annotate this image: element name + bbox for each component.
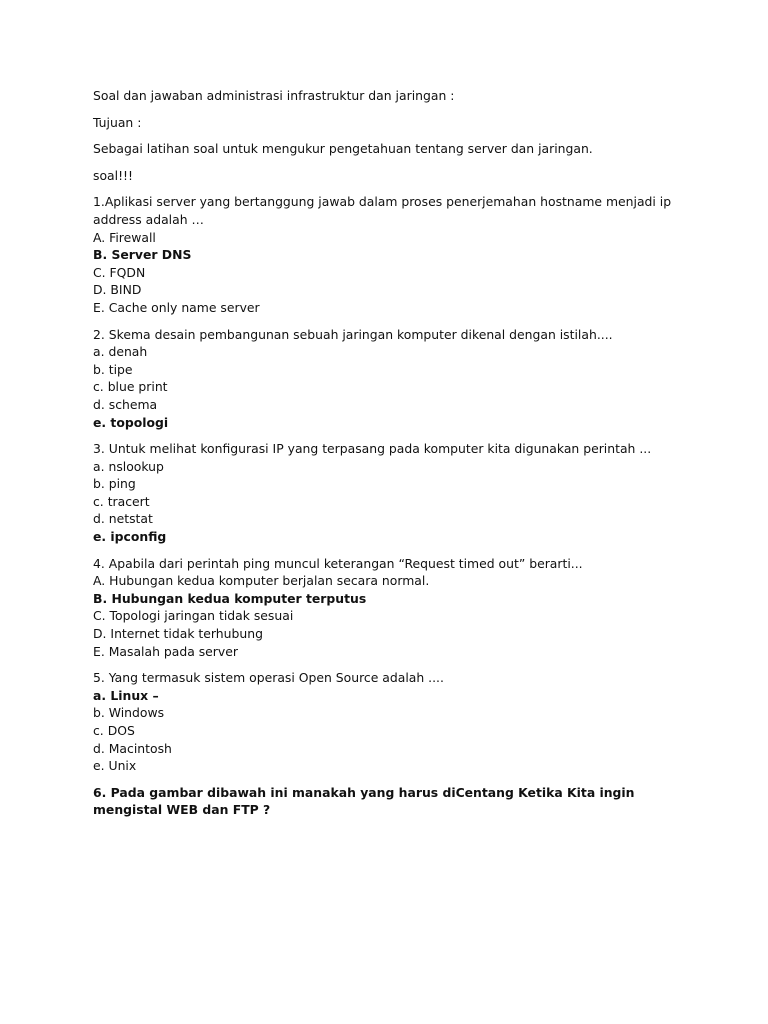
question-block (93, 326, 693, 432)
answer-option-correct: B. Hubungan kedua komputer terputus (93, 590, 367, 606)
question-text: 5. Yang termasuk sistem operasi Open Source adalah .... (93, 670, 444, 686)
question-block (93, 440, 693, 546)
answer-option: d. netstat (93, 511, 153, 527)
answer-option: D. Internet tidak terhubung (93, 626, 263, 642)
answer-option: a. denah (93, 344, 148, 360)
answer-option: C. FQDN (93, 264, 146, 280)
document-content (93, 87, 693, 828)
answer-option: A. Hubungan kedua komputer berjalan secara normal. (93, 573, 430, 589)
question-list (93, 193, 693, 819)
question-text: 4. Apabila dari perintah ping muncul keterangan “Request timed out” berarti... (93, 555, 583, 571)
answer-option: D. BIND (93, 282, 142, 298)
question-text: 3. Untuk melihat konfigurasi IP yang terpasang pada komputer kita digunakan perintah ... (93, 441, 652, 457)
question-block (93, 784, 693, 819)
answer-option-correct: a. Linux – (93, 687, 159, 703)
question-text: 2. Skema desain pembangunan sebuah jaringan komputer dikenal dengan istilah.... (93, 326, 613, 342)
answer-option: c. DOS (93, 723, 135, 738)
answer-option: b. Windows (93, 705, 165, 721)
answer-option: b. ping (93, 476, 136, 492)
question-block (93, 555, 693, 661)
answer-option: E. Masalah pada server (93, 643, 238, 659)
answer-option: e. Unix (93, 758, 137, 774)
question-text: 6. Pada gambar dibawah ini manakah yang harus diCentang Ketika Kita ingin mengistal WEB dan FTP ? (93, 784, 635, 818)
answer-option: c. blue print (93, 379, 168, 395)
soal-label: soal!!! (93, 167, 133, 183)
answer-option: E. Cache only name server (93, 299, 260, 315)
tujuan-text: Sebagai latihan soal untuk mengukur pengetahuan tentang server dan jaringan. (93, 141, 593, 157)
document-title: Soal dan jawaban administrasi infrastruktur dan jaringan : (93, 88, 455, 103)
question-text: 1.Aplikasi server yang bertanggung jawab dalam proses penerjemahan hostname menjadi ip address adalah … (93, 194, 672, 227)
tujuan-label: Tujuan : (93, 114, 142, 130)
answer-option-correct: e. topologi (93, 414, 169, 430)
answer-option: A. Firewall (93, 229, 156, 245)
answer-option: d. Macintosh (93, 740, 172, 756)
answer-option: d. schema (93, 396, 158, 412)
answer-option: C. Topologi jaringan tidak sesuai (93, 608, 294, 624)
question-block (93, 193, 693, 316)
answer-option-correct: e. ipconfig (93, 529, 167, 545)
answer-option: b. tipe (93, 361, 133, 377)
answer-option: c. tracert (93, 493, 150, 509)
answer-option: a. nslookup (93, 458, 164, 474)
question-block (93, 669, 693, 775)
answer-option-correct: B. Server DNS (93, 247, 192, 263)
